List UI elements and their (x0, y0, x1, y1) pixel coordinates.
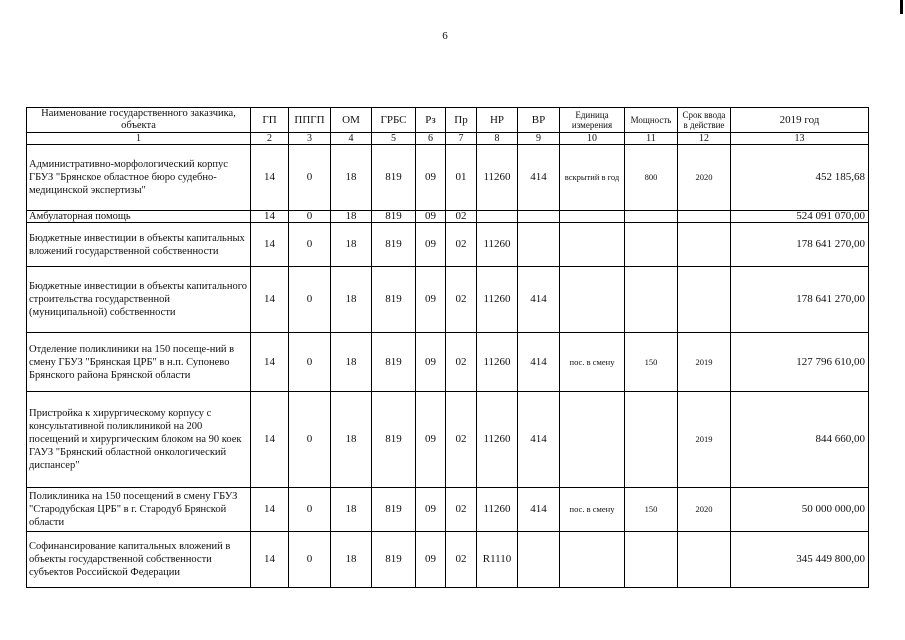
cell-term: 2020 (678, 488, 731, 532)
cell-gp: 14 (251, 333, 289, 392)
cell-rz: 09 (416, 488, 446, 532)
cell-om: 18 (331, 211, 372, 223)
table-row (27, 211, 869, 223)
table-row (27, 488, 869, 532)
cell-name: Административно-морфологический корпус ГБУЗ "Брянское областное бюро судебно-медицинской экспертизы" (27, 145, 251, 211)
cell-unit (560, 267, 625, 333)
cell-om: 18 (331, 267, 372, 333)
cell-ppgp: 0 (289, 145, 331, 211)
cell-name: Поликлиника на 150 посещений в смену ГБУЗ "Стародубская ЦРБ" в г. Стародуб Брянской области (27, 488, 251, 532)
cell-amount: 178 641 270,00 (731, 267, 869, 333)
cell-vr: 414 (518, 267, 560, 333)
header-grbs: ГРБС (372, 108, 416, 133)
header-year: 2019 год (731, 108, 869, 133)
cell-power (625, 211, 678, 223)
cell-om: 18 (331, 223, 372, 267)
cell-vr (518, 223, 560, 267)
cell-name: Отделение поликлиники на 150 посеще-ний в смену ГБУЗ "Брянская ЦРБ" в н.п. Супонево Брянского района Брянской области (27, 333, 251, 392)
cell-power: 150 (625, 333, 678, 392)
cell-ppgp: 0 (289, 333, 331, 392)
cell-power (625, 223, 678, 267)
cell-unit (560, 211, 625, 223)
cell-vr (518, 211, 560, 223)
table-row (27, 532, 869, 588)
cell-nr: 11260 (477, 145, 518, 211)
cell-rz: 09 (416, 145, 446, 211)
cell-nr: 11260 (477, 223, 518, 267)
cell-gp: 14 (251, 211, 289, 223)
cell-amount: 50 000 000,00 (731, 488, 869, 532)
cell-gp: 14 (251, 488, 289, 532)
cell-unit (560, 223, 625, 267)
cell-name: Пристройка к хирургическому корпусу с консультативной поликлиникой на 200 посещений и хирургическим блоком на 90 коек ГАУЗ "Брянский областной онкологический диспансер" (27, 392, 251, 488)
header-power: Мощность (625, 108, 678, 133)
cell-power: 150 (625, 488, 678, 532)
cell-unit (560, 392, 625, 488)
header-pr: Пр (446, 108, 477, 133)
header-nr: НР (477, 108, 518, 133)
cell-term (678, 267, 731, 333)
cell-term: 2019 (678, 333, 731, 392)
cell-amount: 452 185,68 (731, 145, 869, 211)
index-cell: 11 (625, 133, 678, 145)
cell-nr (477, 211, 518, 223)
cell-unit: вскрытий в год (560, 145, 625, 211)
cell-ppgp: 0 (289, 392, 331, 488)
cell-amount: 178 641 270,00 (731, 223, 869, 267)
header-om: ОМ (331, 108, 372, 133)
cell-ppgp: 0 (289, 267, 331, 333)
cell-vr: 414 (518, 145, 560, 211)
header-name: Наименование государственного заказчика, объекта (27, 108, 251, 133)
cell-grbs: 819 (372, 488, 416, 532)
cell-pr: 01 (446, 145, 477, 211)
cell-amount: 345 449 800,00 (731, 532, 869, 588)
cell-nr: R1110 (477, 532, 518, 588)
cell-grbs: 819 (372, 333, 416, 392)
edge-mark (900, 0, 903, 14)
cell-rz: 09 (416, 223, 446, 267)
index-cell: 13 (731, 133, 869, 145)
cell-name: Софинансирование капитальных вложений в объекты государственной собственности субъектов Российской Федерации (27, 532, 251, 588)
cell-vr: 414 (518, 392, 560, 488)
index-cell: 9 (518, 133, 560, 145)
cell-pr: 02 (446, 223, 477, 267)
index-cell: 2 (251, 133, 289, 145)
cell-ppgp: 0 (289, 488, 331, 532)
cell-name: Бюджетные инвестиции в объекты капитальных вложений государственной собственности (27, 223, 251, 267)
header-unit: Единица измерения (560, 108, 625, 133)
cell-nr: 11260 (477, 488, 518, 532)
cell-om: 18 (331, 333, 372, 392)
index-cell: 5 (372, 133, 416, 145)
cell-rz: 09 (416, 333, 446, 392)
cell-nr: 11260 (477, 392, 518, 488)
header-row (27, 108, 869, 133)
cell-nr: 11260 (477, 267, 518, 333)
cell-name: Амбулаторная помощь (27, 211, 251, 223)
cell-grbs: 819 (372, 223, 416, 267)
cell-unit: пос. в смену (560, 333, 625, 392)
cell-ppgp: 0 (289, 223, 331, 267)
budget-table (26, 107, 869, 588)
cell-vr (518, 532, 560, 588)
index-cell: 1 (27, 133, 251, 145)
header-gp: ГП (251, 108, 289, 133)
header-vr: ВР (518, 108, 560, 133)
cell-unit: пос. в смену (560, 488, 625, 532)
cell-vr: 414 (518, 333, 560, 392)
index-cell: 10 (560, 133, 625, 145)
cell-om: 18 (331, 145, 372, 211)
index-cell: 7 (446, 133, 477, 145)
cell-amount: 127 796 610,00 (731, 333, 869, 392)
cell-rz: 09 (416, 532, 446, 588)
cell-pr: 02 (446, 211, 477, 223)
cell-gp: 14 (251, 392, 289, 488)
cell-om: 18 (331, 392, 372, 488)
index-cell: 6 (416, 133, 446, 145)
cell-ppgp: 0 (289, 532, 331, 588)
cell-term (678, 211, 731, 223)
cell-grbs: 819 (372, 267, 416, 333)
cell-grbs: 819 (372, 211, 416, 223)
cell-power (625, 532, 678, 588)
table-row (27, 392, 869, 488)
cell-rz: 09 (416, 392, 446, 488)
cell-name: Бюджетные инвестиции в объекты капитального строительства государственной (муниципальной) собственности (27, 267, 251, 333)
cell-pr: 02 (446, 392, 477, 488)
cell-ppgp: 0 (289, 211, 331, 223)
cell-grbs: 819 (372, 532, 416, 588)
cell-amount: 844 660,00 (731, 392, 869, 488)
table-body (27, 145, 869, 588)
cell-term (678, 223, 731, 267)
cell-rz: 09 (416, 211, 446, 223)
index-cell: 12 (678, 133, 731, 145)
header-ppgp: ППГП (289, 108, 331, 133)
cell-pr: 02 (446, 488, 477, 532)
cell-power (625, 392, 678, 488)
index-cell: 3 (289, 133, 331, 145)
cell-vr: 414 (518, 488, 560, 532)
cell-grbs: 819 (372, 145, 416, 211)
cell-term: 2020 (678, 145, 731, 211)
index-cell: 4 (331, 133, 372, 145)
cell-om: 18 (331, 488, 372, 532)
cell-pr: 02 (446, 333, 477, 392)
cell-gp: 14 (251, 267, 289, 333)
table-row (27, 145, 869, 211)
cell-amount: 524 091 070,00 (731, 211, 869, 223)
cell-term (678, 532, 731, 588)
cell-power (625, 267, 678, 333)
cell-pr: 02 (446, 532, 477, 588)
table-row (27, 223, 869, 267)
cell-gp: 14 (251, 532, 289, 588)
cell-nr: 11260 (477, 333, 518, 392)
cell-rz: 09 (416, 267, 446, 333)
header-term: Срок ввода в действие (678, 108, 731, 133)
cell-gp: 14 (251, 145, 289, 211)
cell-power: 800 (625, 145, 678, 211)
index-cell: 8 (477, 133, 518, 145)
index-row (27, 133, 869, 145)
table-row (27, 267, 869, 333)
cell-unit (560, 532, 625, 588)
header-rz: Рз (416, 108, 446, 133)
cell-gp: 14 (251, 223, 289, 267)
cell-grbs: 819 (372, 392, 416, 488)
table-row (27, 333, 869, 392)
cell-term: 2019 (678, 392, 731, 488)
cell-om: 18 (331, 532, 372, 588)
cell-pr: 02 (446, 267, 477, 333)
page-number: 6 (442, 30, 448, 42)
